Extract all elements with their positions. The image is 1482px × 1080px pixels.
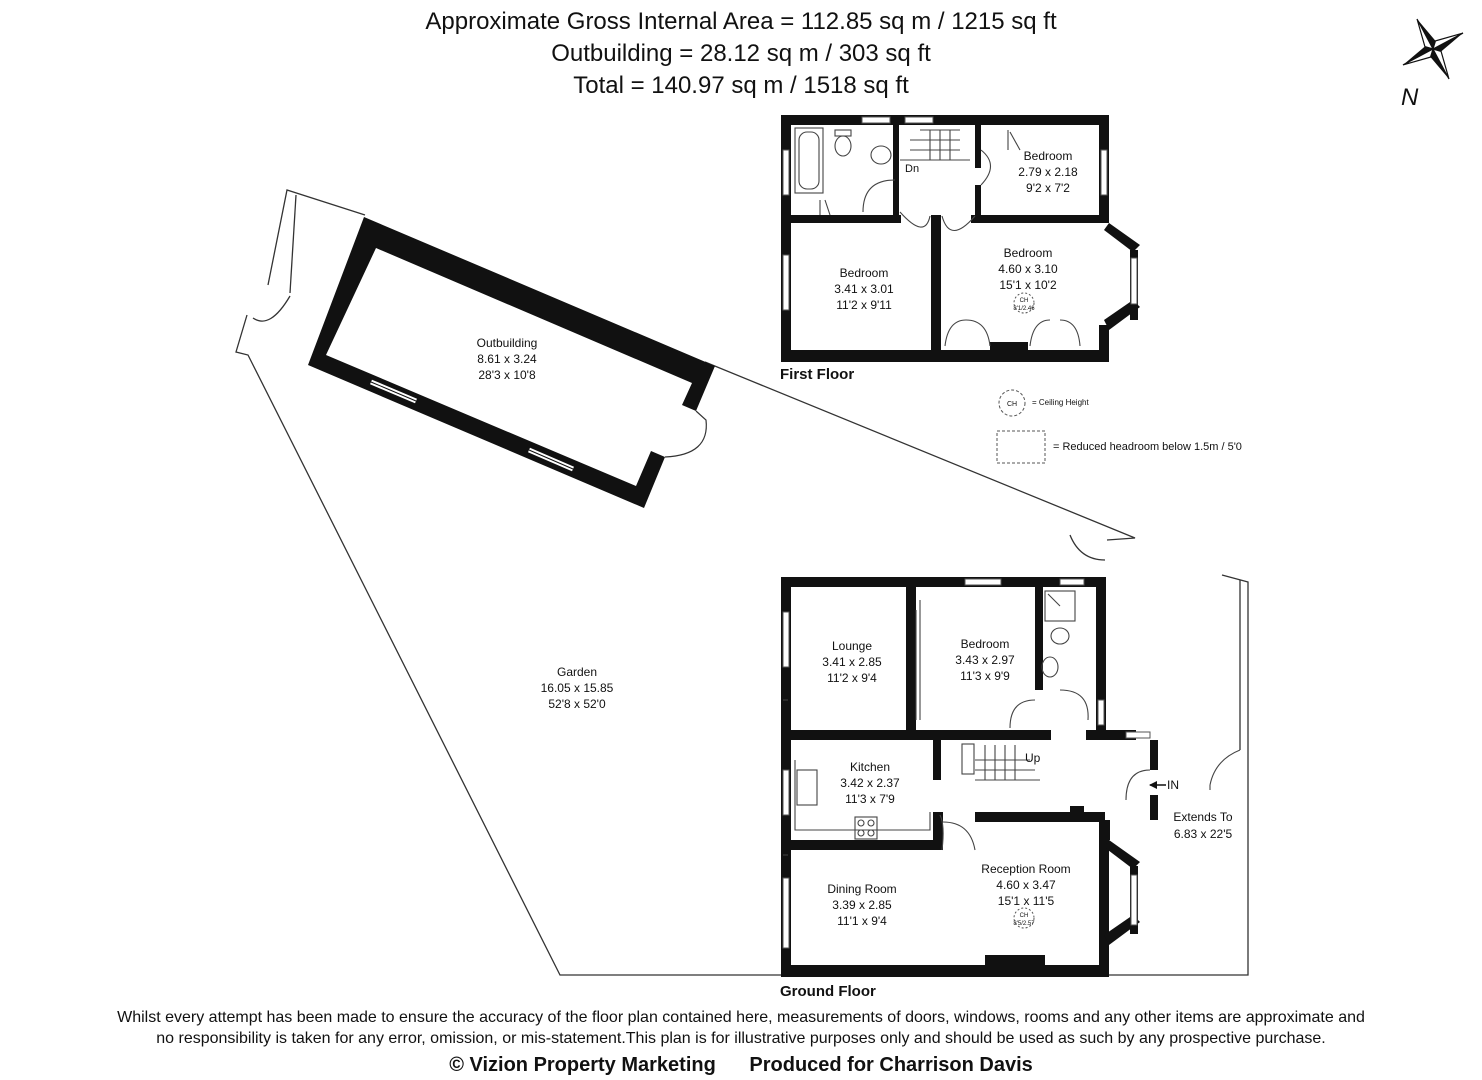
legend-reduced-text: = Reduced headroom below 1.5m / 5'0 xyxy=(1053,441,1242,453)
svg-text:4.60 x 3.47: 4.60 x 3.47 xyxy=(996,878,1056,892)
svg-text:CH: CH xyxy=(1019,913,1029,919)
outbuilding-area-text: Outbuilding = 28.12 sq m / 303 sq ft xyxy=(551,40,931,67)
legend-ch-code: CH xyxy=(1006,401,1018,408)
stairs-up-label: Up xyxy=(1025,751,1041,765)
svg-text:3.41 x 3.01: 3.41 x 3.01 xyxy=(834,282,894,296)
svg-text:8'5/2.57: 8'5/2.57 xyxy=(1013,921,1035,927)
svg-text:11'3 x 9'9: 11'3 x 9'9 xyxy=(960,669,1010,683)
entrance-label: IN xyxy=(1167,778,1179,792)
producer-credit: © Vizion Property Marketing xyxy=(449,1054,716,1076)
legend xyxy=(997,390,1242,463)
svg-text:15'1 x 11'5: 15'1 x 11'5 xyxy=(997,894,1055,908)
svg-text:9'2 x 7'2: 9'2 x 7'2 xyxy=(1026,181,1070,195)
svg-text:3.42 x 2.37: 3.42 x 2.37 xyxy=(840,776,900,790)
svg-text:CH: CH xyxy=(1019,298,1029,304)
north-label: N xyxy=(1401,84,1419,111)
svg-text:11'2 x 9'11: 11'2 x 9'11 xyxy=(836,298,892,312)
svg-text:Kitchen: Kitchen xyxy=(849,760,891,774)
svg-text:Reception Room: Reception Room xyxy=(981,862,1071,876)
svg-text:28'3 x 10'8: 28'3 x 10'8 xyxy=(478,368,536,382)
first-floor-walls xyxy=(781,115,1140,362)
svg-text:Outbuilding: Outbuilding xyxy=(476,336,538,350)
svg-text:52'8 x 52'0: 52'8 x 52'0 xyxy=(548,697,606,711)
svg-text:11'2 x 9'4: 11'2 x 9'4 xyxy=(827,671,877,685)
room-label-bedroom-left xyxy=(834,266,894,312)
room-label-bedroom-ground xyxy=(955,637,1015,683)
room-label-outbuilding xyxy=(477,336,538,382)
stairs-down-label: Dn xyxy=(905,163,920,175)
svg-text:3.43 x 2.97: 3.43 x 2.97 xyxy=(955,653,1015,667)
svg-text:11'1 x 9'4: 11'1 x 9'4 xyxy=(837,914,887,928)
reduced-headroom-legend-icon xyxy=(997,431,1045,463)
room-label-side-return xyxy=(1173,810,1232,841)
svg-text:11'3 x 7'9: 11'3 x 7'9 xyxy=(845,792,895,806)
svg-text:Lounge: Lounge xyxy=(831,639,873,653)
disclaimer-line-1: Whilst every attempt has been made to ensure the accuracy of the floor plan contained here, measurements of doors, windows, rooms and any other items are approximate and xyxy=(117,1009,1365,1026)
svg-text:2.79 x 2.18: 2.79 x 2.18 xyxy=(1018,165,1078,179)
svg-text:8'1/2.46: 8'1/2.46 xyxy=(1013,306,1035,312)
svg-text:15'1 x 10'2: 15'1 x 10'2 xyxy=(999,278,1057,292)
svg-text:Extends To: Extends To xyxy=(1173,810,1233,824)
svg-text:Bedroom: Bedroom xyxy=(1003,246,1053,260)
svg-text:16.05 x 15.85: 16.05 x 15.85 xyxy=(540,681,614,695)
total-area-text: Total = 140.97 sq m / 1518 sq ft xyxy=(573,72,909,99)
legend-ch-text: = Ceiling Height xyxy=(1032,398,1089,407)
credits xyxy=(0,1051,1482,1079)
room-label-garden xyxy=(541,665,614,711)
svg-text:8.61 x 3.24: 8.61 x 3.24 xyxy=(477,352,537,366)
client-credit: Produced for Charrison Davis xyxy=(749,1054,1033,1076)
ground-floor-ch-marker xyxy=(1013,908,1035,928)
svg-text:Garden: Garden xyxy=(556,665,598,679)
room-label-lounge xyxy=(822,639,882,685)
gross-area-text: Approximate Gross Internal Area = 112.85 sq m / 1215 sq ft xyxy=(425,8,1057,35)
first-floor-title: First Floor xyxy=(780,366,855,383)
room-label-kitchen xyxy=(840,760,900,806)
svg-text:Bedroom: Bedroom xyxy=(960,637,1010,651)
room-label-reception xyxy=(981,862,1070,908)
svg-text:Bedroom: Bedroom xyxy=(1023,149,1073,163)
ground-floor-title: Ground Floor xyxy=(780,983,876,1000)
svg-text:3.41 x 2.85: 3.41 x 2.85 xyxy=(822,655,882,669)
svg-text:Bedroom: Bedroom xyxy=(839,266,889,280)
room-label-bedroom-small xyxy=(1018,149,1078,195)
room-label-dining xyxy=(827,882,896,928)
svg-text:6.83 x 22'5: 6.83 x 22'5 xyxy=(1173,827,1233,841)
entrance-arrow-icon xyxy=(1149,781,1166,789)
svg-text:3.39 x 2.85: 3.39 x 2.85 xyxy=(832,898,892,912)
svg-text:4.60 x 3.10: 4.60 x 3.10 xyxy=(998,262,1058,276)
footer xyxy=(0,1007,1482,1079)
first-floor-ch-marker xyxy=(1013,293,1035,313)
svg-text:Dining Room: Dining Room xyxy=(827,882,897,896)
room-label-bedroom-bay xyxy=(998,246,1058,292)
disclaimer-line-2: no responsibility is taken for any error, omission, or mis-statement.This plan is for illustrative purposes only and should be used as such by any prospective purchase. xyxy=(156,1030,1326,1047)
